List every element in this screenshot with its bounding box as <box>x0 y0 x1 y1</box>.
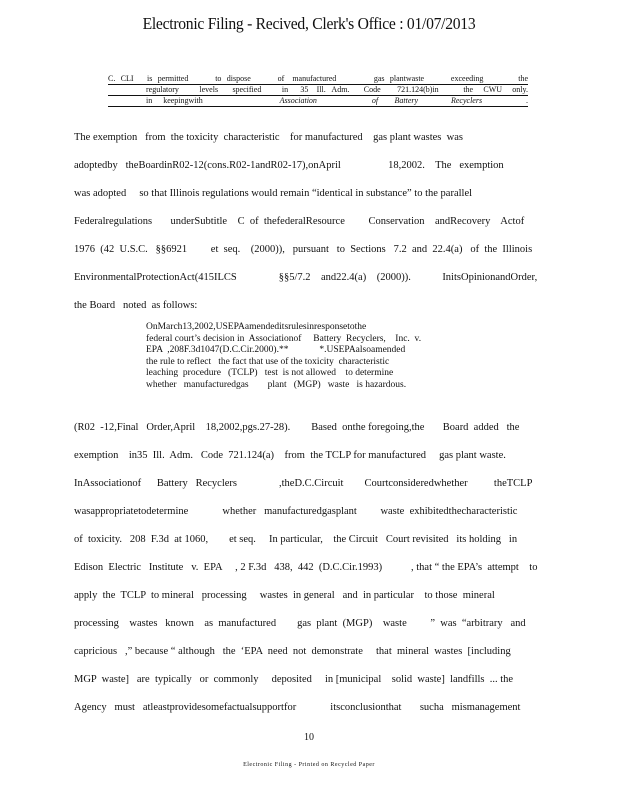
text-line: apply the TCLP to mineral processing wastes in general and in particular to those mineral <box>74 590 495 601</box>
paragraph-1 <box>74 124 536 320</box>
text-line: Federalregulations underSubtitle C of thefederalResource Conservation andRecovery Actof <box>74 216 525 227</box>
text-line: processing wastes known as manufactured gas plant (MGP) waste ” was “arbitrary and <box>74 618 526 629</box>
heading-case-name: Association of Battery Recyclers <box>279 96 483 105</box>
paragraph-2 <box>74 414 536 722</box>
text-line: EnvironmentalProtectionAct(415ILCS §§5/7.2 and22.4(a) (2000)). InitsOpinionandOrder, <box>74 272 538 283</box>
text-line: was adopted so that Illinois regulations would remain “identical in substance” to the parallel <box>74 188 473 199</box>
heading-line-3-end: . <box>482 96 528 105</box>
text-line: exemption in35 Ill. Adm. Code 721.124(a) from the TCLP for manufactured gas plant waste. <box>74 450 506 461</box>
quote-line: the rule to reflect the fact that use of the toxicity characteristic <box>146 356 390 367</box>
text-line: Edison Electric Institute v. EPA , 2 F.3d 438, 442 (D.C.Cir.1993) , that “ the EPA’s attempt to <box>74 562 538 573</box>
heading-line-3-start: in keepingwith <box>146 96 280 105</box>
quote-line: federal court’s decision in Associationof Battery Recyclers, Inc. v. <box>146 333 422 344</box>
quote-line: leaching procedure (TCLP) test is not allowed to determine <box>146 368 394 378</box>
text-line: The exemption from the toxicity characteristic for manufactured gas plant wastes was <box>74 132 463 143</box>
text-line: capricious ,” because “ although the ‘EPA need not demonstrate that mineral wastes [including <box>74 646 511 657</box>
filing-header: Electronic Filing - Recived, Clerk's Office : 01/07/2013 <box>142 14 476 33</box>
heading-line-2: regulatory levels specified in 35 Ill. Adm. Code 721.124(b)in the CWU only. <box>108 85 528 96</box>
block-quote <box>146 322 432 391</box>
heading-line-3 <box>108 96 528 107</box>
quote-line: EPA ,208F.3d1047(D.C.Cir.2000).** *.USEPAalsoamended <box>146 345 406 355</box>
page-number: 10 <box>304 732 314 743</box>
section-heading <box>108 74 528 107</box>
text-line: MGP waste] are typically or commonly deposited in [municipal solid waste] landfills ... the <box>74 674 514 685</box>
text-line: InAssociationof Battery Recyclers ,theD.C.Circuit Courtconsideredwhether theTCLP <box>74 478 533 489</box>
text-line: Agency must atleastprovidesomefactualsupportfor itsconclusionthat sucha mismanagement <box>74 702 521 713</box>
text-line: adoptedby theBoardinR02-12(cons.R02-1andR02-17),onApril 18,2002. The exemption <box>74 160 504 171</box>
text-line: 1976 (42 U.S.C. §§6921 et seq. (2000)), pursuant to Sections 7.2 and 22.4(a) of the Illinois <box>74 244 533 255</box>
text-line: wasappropriatetodetermine whether manufacturedgasplant waste exhibitedthecharacteristic <box>74 506 518 517</box>
quote-line: OnMarch13,2002,USEPAamendeditsrulesinresponsetothe <box>146 322 367 332</box>
text-line: of toxicity. 208 F.3d at 1060, et seq. In particular, the Circuit Court revisited its holding in <box>74 534 518 545</box>
text-line: the Board noted as follows: <box>74 300 198 311</box>
text-line: (R02 -12,Final Order,April 18,2002,pgs.27-28). Based onthe foregoing,the Board added the <box>74 422 520 433</box>
page-footer: Electronic Filing - Printed on Recycled Paper <box>243 762 375 768</box>
heading-line-1: C. CLI is permitted to dispose of manufactured gas plantwaste exceeding the <box>108 74 528 83</box>
quote-line: whether manufacturedgas plant (MGP) waste is hazardous. <box>146 379 407 390</box>
